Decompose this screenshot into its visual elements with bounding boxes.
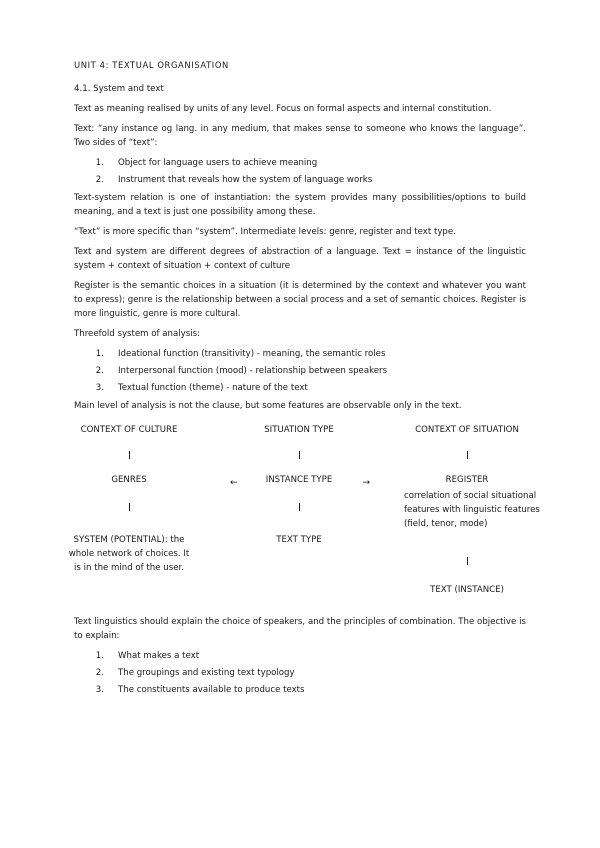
list-text: Ideational function (transitivity) - meaning, the semantic roles xyxy=(118,349,386,359)
paragraph-8: Main level of analysis is not the clause, but some features are observable only in the text. xyxy=(74,401,462,411)
list-text: The constituents available to produce texts xyxy=(118,685,305,695)
left-arrow-icon: ← xyxy=(230,478,238,488)
list-item xyxy=(74,683,526,697)
section-title: 4.1. System and text xyxy=(74,84,164,94)
paragraph-7: Threefold system of analysis: xyxy=(74,329,200,339)
context-of-culture-label: CONTEXT OF CULTURE xyxy=(80,425,178,435)
list-text: Textual function (theme) - nature of the text xyxy=(118,383,308,393)
text-instance-label: TEXT (INSTANCE) xyxy=(430,585,504,595)
list-item xyxy=(74,381,526,395)
paragraph-4: “Text” is more specific than “system”. Intermediate levels: genre, register and text type. xyxy=(74,227,456,237)
genres-label: GENRES xyxy=(111,475,147,485)
system-text-diagram xyxy=(68,423,540,605)
list-item xyxy=(74,364,526,378)
situation-type-label: SITUATION TYPE xyxy=(264,425,334,435)
list-item xyxy=(74,173,526,187)
list-number: 1. xyxy=(95,651,104,661)
document-page xyxy=(68,58,540,701)
paragraph-1: Text as meaning realised by units of any level. Focus on formal aspects and internal constitution. xyxy=(74,104,492,114)
vertical-connector xyxy=(467,451,468,459)
paragraph-6: Register is the semantic choices in a situation (it is determined by the context and whatever you want to express); genre is the relationship between a social process and a set of semantic choices. Register is more linguistic, genre is more cultural. xyxy=(74,281,526,319)
instance-type-label: INSTANCE TYPE xyxy=(265,475,333,485)
list-number: 3. xyxy=(95,383,104,393)
vertical-connector xyxy=(299,451,300,459)
list-item xyxy=(74,156,526,170)
list-text: Object for language users to achieve meaning xyxy=(118,158,318,168)
list-number: 2. xyxy=(95,366,104,376)
list-item xyxy=(74,649,526,663)
register-correlation-note: correlation of social situational features with linguistic features (field, tenor, mode) xyxy=(404,491,540,529)
context-of-situation-label: CONTEXT OF SITUATION xyxy=(415,425,519,435)
list-number: 3. xyxy=(95,685,104,695)
vertical-connector xyxy=(129,451,130,459)
paragraph-3: Text-system relation is one of instantiation: the system provides many possibilities/options to build meaning, and a text is just one possibility among these. xyxy=(74,193,526,217)
list-text-sides xyxy=(74,156,526,187)
list-number: 2. xyxy=(95,175,104,185)
paragraph-2: Text: “any instance og lang. in any medium, that makes sense to someone who knows the language”. Two sides of “text”: xyxy=(74,124,526,148)
text-type-label: TEXT TYPE xyxy=(276,535,322,545)
paragraph-9: Text linguistics should explain the choice of speakers, and the principles of combination. The objective is to explain: xyxy=(74,617,526,641)
paragraph-5: Text and system are different degrees of abstraction of a language. Text = instance of the linguistic system + context of situation + context of culture xyxy=(74,247,526,271)
diagram-column-situation xyxy=(394,423,540,605)
list-objectives xyxy=(74,649,526,697)
right-arrow-icon: → xyxy=(362,478,370,488)
system-potential-label: SYSTEM (POTENTIAL): the whole network of choices. It is in the mind of the user. xyxy=(68,535,190,573)
list-text: Interpersonal function (mood) - relationship between speakers xyxy=(118,366,388,376)
list-text: Instrument that reveals how the system of language works xyxy=(118,175,373,185)
diagram-column-culture xyxy=(64,423,194,605)
vertical-connector xyxy=(129,503,130,511)
list-item xyxy=(74,347,526,361)
list-number: 2. xyxy=(95,668,104,678)
list-text: What makes a text xyxy=(118,651,200,661)
register-label: REGISTER xyxy=(445,475,489,485)
unit-title: UNIT 4: TEXTUAL ORGANISATION xyxy=(74,60,229,70)
vertical-connector xyxy=(467,557,468,565)
list-number: 1. xyxy=(95,349,104,359)
list-text: The groupings and existing text typology xyxy=(118,668,295,678)
diagram-column-situation-type xyxy=(230,423,370,605)
list-number: 1. xyxy=(95,158,104,168)
list-item xyxy=(74,666,526,680)
vertical-connector xyxy=(299,503,300,511)
list-analysis xyxy=(74,347,526,395)
